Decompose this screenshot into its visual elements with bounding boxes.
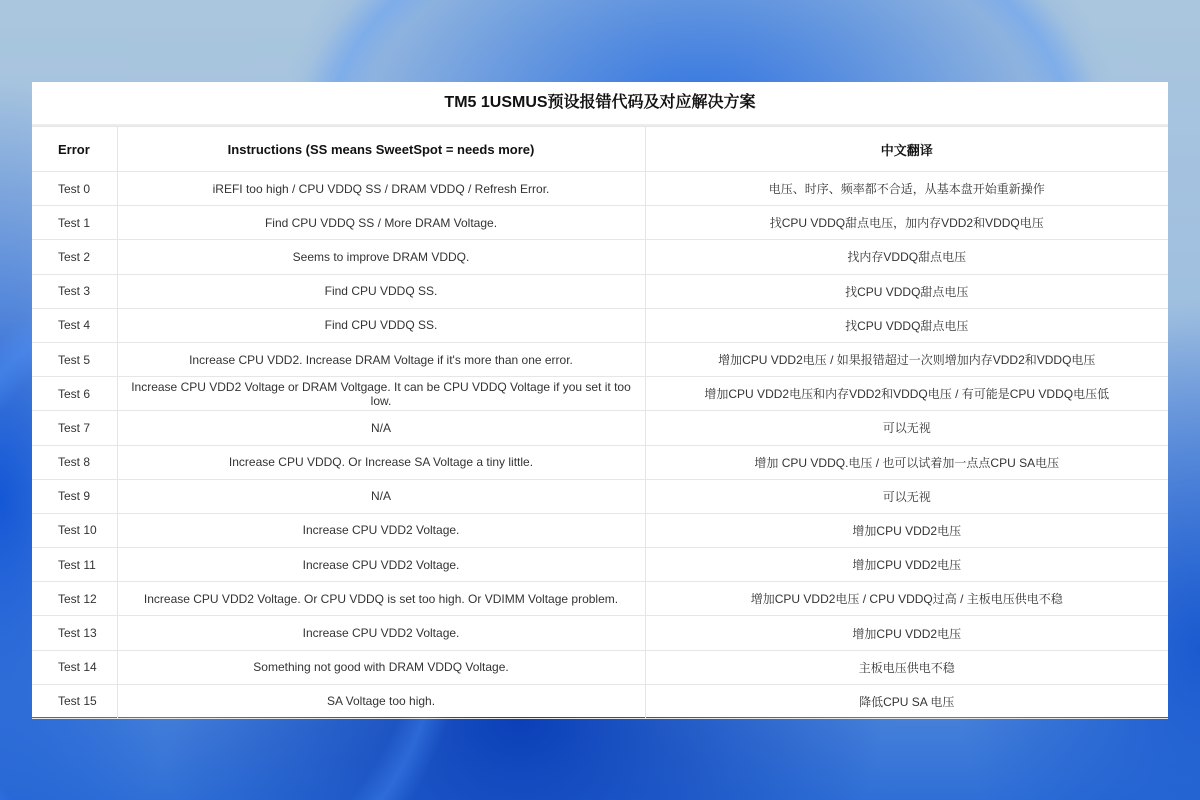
instructions-cell: Increase CPU VDD2 Voltage. xyxy=(117,616,645,650)
table-title: TM5 1USMUS预设报错代码及对应解决方案 xyxy=(32,82,1168,126)
table-row xyxy=(32,650,1168,684)
column-header-error: Error xyxy=(32,127,117,172)
error-cell: Test 12 xyxy=(32,582,117,616)
instructions-cell: Increase CPU VDDQ. Or Increase SA Voltage a tiny little. xyxy=(117,445,645,479)
instructions-cell: Increase CPU VDD2 Voltage. Or CPU VDDQ is set too high. Or VDIMM Voltage problem. xyxy=(117,582,645,616)
error-cell: Test 3 xyxy=(32,274,117,308)
table-row xyxy=(32,377,1168,411)
instructions-cell: iREFI too high / CPU VDDQ SS / DRAM VDDQ / Refresh Error. xyxy=(117,172,645,206)
chinese-translation-cell: 找CPU VDDQ甜点电压，加内存VDD2和VDDQ电压 xyxy=(645,206,1168,240)
error-cell: Test 7 xyxy=(32,411,117,445)
chinese-translation-cell: 可以无视 xyxy=(645,411,1168,445)
instructions-cell: SA Voltage too high. xyxy=(117,684,645,718)
chinese-translation-cell: 增加CPU VDD2电压 xyxy=(645,616,1168,650)
table-header-row xyxy=(32,127,1168,172)
table-row xyxy=(32,240,1168,274)
error-cell: Test 10 xyxy=(32,513,117,547)
error-cell: Test 8 xyxy=(32,445,117,479)
chinese-translation-cell: 找CPU VDDQ甜点电压 xyxy=(645,274,1168,308)
error-cell: Test 9 xyxy=(32,479,117,513)
table-row xyxy=(32,411,1168,445)
table-row xyxy=(32,172,1168,206)
error-cell: Test 11 xyxy=(32,548,117,582)
chinese-translation-cell: 增加CPU VDD2电压 xyxy=(645,548,1168,582)
instructions-cell: N/A xyxy=(117,411,645,445)
table-row xyxy=(32,274,1168,308)
error-cell: Test 6 xyxy=(32,377,117,411)
instructions-cell: Something not good with DRAM VDDQ Voltage. xyxy=(117,650,645,684)
error-cell: Test 14 xyxy=(32,650,117,684)
instructions-cell: Seems to improve DRAM VDDQ. xyxy=(117,240,645,274)
table-row xyxy=(32,342,1168,376)
error-cell: Test 13 xyxy=(32,616,117,650)
error-code-table-panel xyxy=(32,82,1168,717)
instructions-cell: Find CPU VDDQ SS / More DRAM Voltage. xyxy=(117,206,645,240)
instructions-cell: Increase CPU VDD2 Voltage or DRAM Voltgage. It can be CPU VDDQ Voltage if you set it too low. xyxy=(117,377,645,411)
chinese-translation-cell: 电压、时序、频率都不合适，从基本盘开始重新操作 xyxy=(645,172,1168,206)
column-header-instructions: Instructions (SS means SweetSpot = needs more) xyxy=(117,127,645,172)
chinese-translation-cell: 可以无视 xyxy=(645,479,1168,513)
chinese-translation-cell: 降低CPU SA 电压 xyxy=(645,684,1168,718)
instructions-cell: Find CPU VDDQ SS. xyxy=(117,274,645,308)
chinese-translation-cell: 增加CPU VDD2电压 / CPU VDDQ过高 / 主板电压供电不稳 xyxy=(645,582,1168,616)
table-row xyxy=(32,308,1168,342)
table-row xyxy=(32,479,1168,513)
instructions-cell: Increase CPU VDD2 Voltage. xyxy=(117,548,645,582)
error-cell: Test 1 xyxy=(32,206,117,240)
table-row xyxy=(32,582,1168,616)
instructions-cell: Increase CPU VDD2. Increase DRAM Voltage if it's more than one error. xyxy=(117,342,645,376)
chinese-translation-cell: 找内存VDDQ甜点电压 xyxy=(645,240,1168,274)
chinese-translation-cell: 找CPU VDDQ甜点电压 xyxy=(645,308,1168,342)
error-cell: Test 5 xyxy=(32,342,117,376)
table-row xyxy=(32,684,1168,718)
error-code-table xyxy=(32,126,1168,719)
instructions-cell: Increase CPU VDD2 Voltage. xyxy=(117,513,645,547)
table-row xyxy=(32,206,1168,240)
error-cell: Test 15 xyxy=(32,684,117,718)
chinese-translation-cell: 增加CPU VDD2电压 xyxy=(645,513,1168,547)
error-cell: Test 2 xyxy=(32,240,117,274)
table-body xyxy=(32,172,1168,719)
column-header-chinese-translation: 中文翻译 xyxy=(645,127,1168,172)
instructions-cell: N/A xyxy=(117,479,645,513)
error-cell: Test 4 xyxy=(32,308,117,342)
chinese-translation-cell: 增加CPU VDD2电压 / 如果报错超过一次则增加内存VDD2和VDDQ电压 xyxy=(645,342,1168,376)
table-row xyxy=(32,548,1168,582)
table-row xyxy=(32,445,1168,479)
chinese-translation-cell: 增加 CPU VDDQ.电压 / 也可以试着加一点点CPU SA电压 xyxy=(645,445,1168,479)
error-cell: Test 0 xyxy=(32,172,117,206)
chinese-translation-cell: 增加CPU VDD2电压和内存VDD2和VDDQ电压 / 有可能是CPU VDDQ电压低 xyxy=(645,377,1168,411)
instructions-cell: Find CPU VDDQ SS. xyxy=(117,308,645,342)
chinese-translation-cell: 主板电压供电不稳 xyxy=(645,650,1168,684)
table-row xyxy=(32,513,1168,547)
table-row xyxy=(32,616,1168,650)
